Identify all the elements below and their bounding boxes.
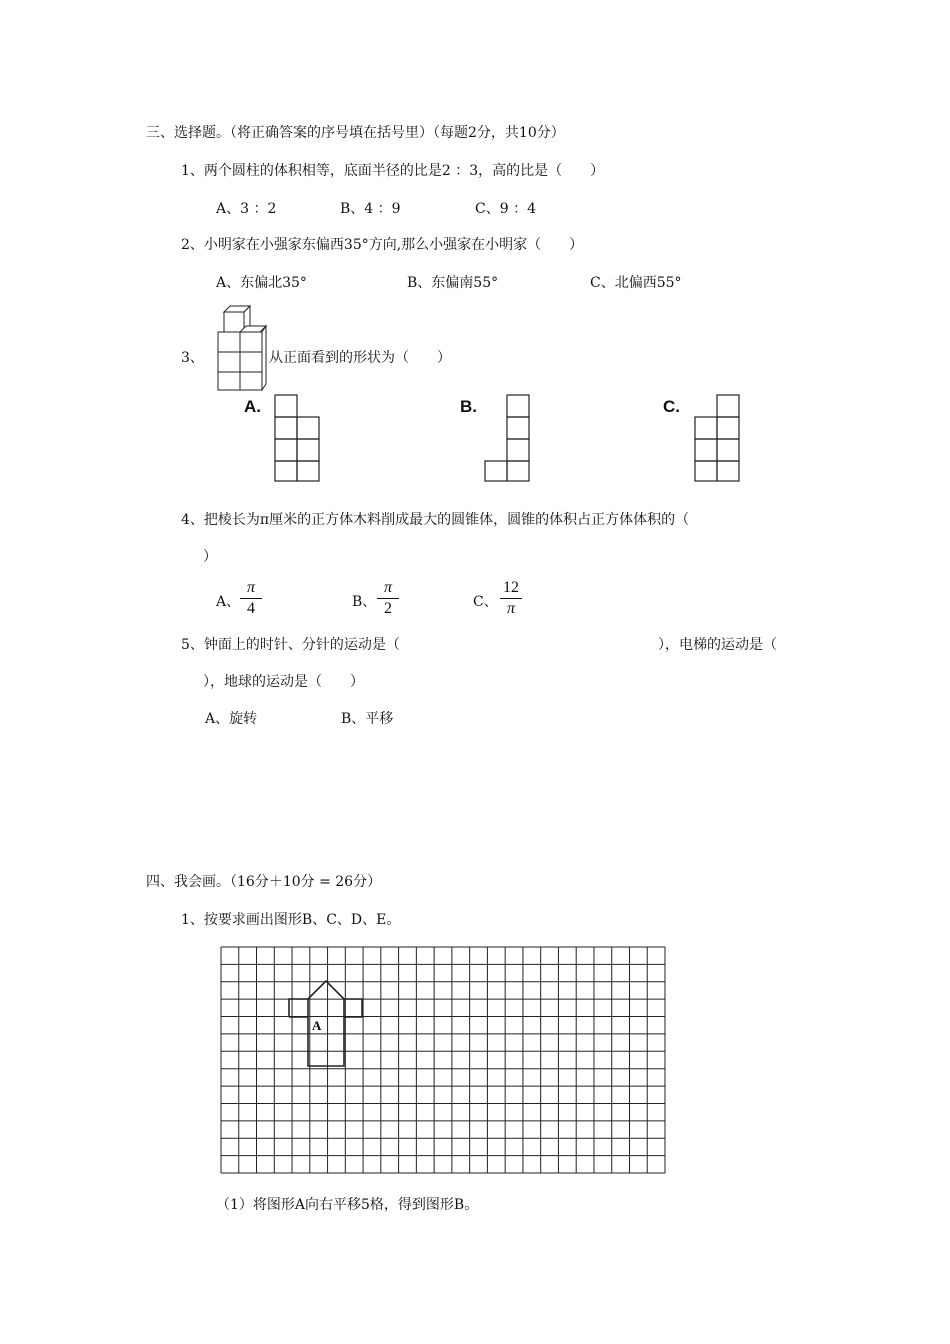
q2-option-c: C、北偏西55° bbox=[590, 275, 682, 291]
q5-option-b: B、平移 bbox=[341, 711, 394, 727]
q1-option-a: A、3 ：2 bbox=[216, 201, 277, 217]
q1-option-c: C、9 ：4 bbox=[475, 201, 536, 217]
question-3-number: 3、 bbox=[181, 350, 204, 366]
q2-option-a: A、东偏北35° bbox=[216, 275, 307, 291]
q3-choice-b-figure bbox=[484, 394, 532, 484]
fraction-bar bbox=[377, 598, 399, 599]
q5-option-a: A、旋转 bbox=[205, 711, 258, 727]
q4-option-a-den: 4 bbox=[247, 600, 255, 617]
q4-option-a-num: π bbox=[246, 579, 255, 596]
question-2-text: 2、小明家在小强家东偏西35°方向,那么小强家在小明家（ ） bbox=[181, 237, 584, 253]
q3-choice-c-label: C. bbox=[663, 397, 680, 416]
q4-option-c-fraction bbox=[500, 579, 522, 618]
question-5-text-a: 5、钟面上的时针、分针的运动是（ bbox=[181, 637, 400, 653]
q4-option-b-label: B、 bbox=[352, 594, 377, 610]
q4-option-b-fraction bbox=[377, 579, 399, 618]
cube-stack-figure bbox=[216, 304, 276, 394]
shape-a bbox=[289, 981, 362, 1066]
q1-option-b: B、4 ：9 bbox=[340, 201, 401, 217]
section4-sub-1: （1）将图形A向右平移5格，得到图形B。 bbox=[216, 1197, 479, 1213]
q4-option-c-num: 12 bbox=[503, 579, 519, 596]
q4-option-c-den: π bbox=[506, 600, 515, 617]
section4-question-1-text: 1、按要求画出图形B、C、D、E。 bbox=[181, 912, 401, 928]
question-5-text-b: ），电梯的运动是（ bbox=[658, 637, 777, 653]
question-3-text: 从正面看到的形状为（ ） bbox=[269, 350, 451, 366]
fraction-bar bbox=[500, 598, 522, 599]
q4-option-b-num: π bbox=[383, 579, 392, 596]
section4-heading: 四、我会画。（16分＋10分 = 26分） bbox=[146, 874, 382, 890]
question-1-text: 1、两个圆柱的体积相等，底面半径的比是2 ：3，高的比是（ ） bbox=[181, 163, 605, 179]
q4-option-a-label: A、 bbox=[216, 594, 241, 610]
q4-option-a-fraction bbox=[240, 579, 262, 618]
fraction-bar bbox=[240, 598, 262, 599]
q2-option-b: B、东偏南55° bbox=[407, 275, 499, 291]
q3-choice-c-figure bbox=[694, 394, 742, 484]
q3-choice-a-figure bbox=[274, 394, 322, 484]
drawing-grid bbox=[220, 946, 666, 1174]
q4-option-b-den: 2 bbox=[384, 600, 392, 617]
shape-a-label: A bbox=[312, 1018, 322, 1033]
q4-option-c-label: C、 bbox=[473, 594, 498, 610]
question-4-text-cont: ） bbox=[203, 549, 217, 565]
q3-choice-a-label: A. bbox=[244, 397, 261, 416]
question-5-text-cont: ），地球的运动是（ ） bbox=[203, 674, 364, 690]
q3-choice-b-label: B. bbox=[460, 397, 477, 416]
section3-heading: 三、选择题。（将正确答案的序号填在括号里）（每题2分，共10分） bbox=[146, 125, 565, 141]
question-4-text: 4、把棱长为π厘米的正方体木料削成最大的圆锥体，圆锥的体积占正方体体积的（ bbox=[181, 512, 690, 528]
